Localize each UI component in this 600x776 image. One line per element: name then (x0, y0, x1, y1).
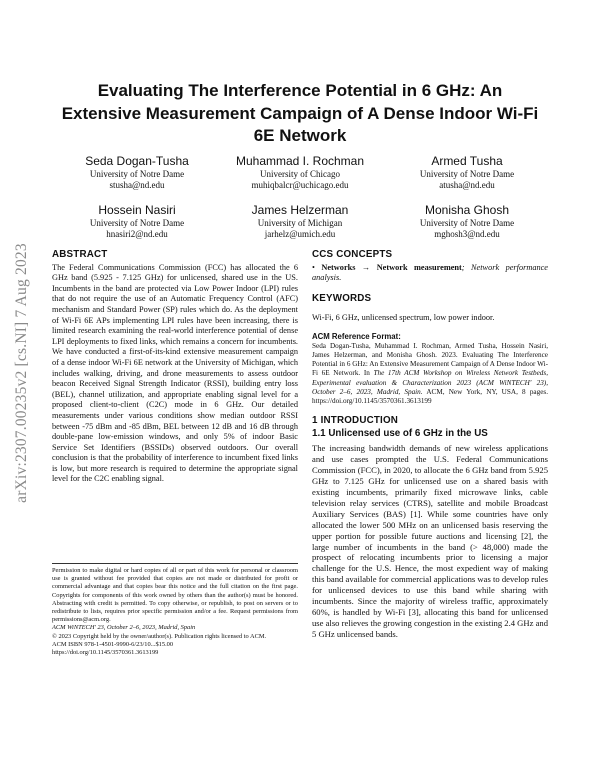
permission-footnote (52, 563, 298, 657)
author-email[interactable]: jarhelz@umich.edu (264, 229, 336, 239)
author-email[interactable]: hnasiri2@nd.edu (106, 229, 168, 239)
author-name: Monisha Ghosh (424, 203, 510, 217)
author-affiliation: University of Notre Dame (89, 218, 185, 228)
author-affiliation: University of Michigan (257, 218, 343, 228)
author-affiliation: University of Notre Dame (419, 218, 515, 228)
venue-line: ACM WiNTECH' 23, October 2–6, 2023, Madrid, Spain (52, 624, 196, 632)
author-block (382, 203, 552, 240)
author-email[interactable]: muhiqbalcr@uchicago.edu (251, 180, 349, 190)
reference-heading: ACM Reference Format: (312, 331, 401, 341)
author-block (215, 203, 385, 240)
author-email[interactable]: stusha@nd.edu (109, 180, 165, 190)
reference-tail: ACM, New York, NY, USA, 8 pages. https://doi.org/10.1145/3570361.3613199 (312, 387, 548, 405)
author-block (52, 203, 222, 240)
author-affiliation: University of Notre Dame (419, 169, 515, 179)
ccs-text (312, 263, 548, 284)
author-block (382, 154, 552, 191)
ccs-bullet: • (312, 262, 315, 272)
author-block (215, 154, 385, 191)
reference-venue: The 17th ACM Workshop on Wireless Network Testbeds, Experimental evaluation & Characterization 2023 (ACM WiNTECH' 23), October 2–6, 2023, Madrid, Spain. (312, 369, 548, 396)
author-name: Armed Tusha (431, 154, 503, 168)
keywords (312, 294, 548, 323)
reference-plain: Seda Dogan-Tusha, Muhammad I. Rochman, Armed Tusha, Hossein Nasiri, James Helzerman, and Monisha Ghosh. 2023. Evaluating The Interference Potential in 6 GHz: An Extensive Measurement Campaign of A Dense Indoor Wi-Fi 6E Network. In (312, 341, 548, 378)
subsection-heading: 1.1 Unlicensed use of 6 GHz in the US (312, 427, 488, 439)
ccs-heading: CCS CONCEPTS (312, 249, 393, 260)
author-name: Muhammad I. Rochman (235, 154, 365, 168)
doi-link[interactable]: https://doi.org/10.1145/3570361.3613199 (52, 649, 159, 657)
abstract-text: The Federal Communications Commission (FCC) has allocated the 6 GHz band (5.925 - 7.125 GHz) for unlicensed, shared use in the US. Incumbents in the band are protected via Low Power Indoor (LPI) rules that do not require the use of an Automatic Frequency Control (AFC) mechanism and Standard Power (SP) rules which do. As the deployment of Wi-Fi 6E APs implementing LPI rules have been increasing, there is limited research examining the real-world interference potential of dense LPI deployments to fixed links, which remains a concern for incumbents. We have conducted a first-of-its-kind extensive measurement campaign of a dense indoor Wi-Fi 6E network at the University of Michigan, which includes walking, driving, and drone measurements to assess outdoor beacon Received Signal Strength Indicator (RSSI), building entry loss (BEL), channel utilization, and appropriate enabling signal level for a proposed client-to-client (C2C) mode in 6 GHz. Our detailed measurements under various conditions show median outdoor RSSI between -75 dBm and -85 dBm, BEL between 12 dB and 16 dB through double-pane low-emission windows, and only 5% of indoor Basic Service Set Identifiers (BSSIDs) observed outdoors. Our overall conclusion is that the probability of interference to incumbent fixed links is low, but more research is required to determine the appropriate signal level for the C2C enabling signal. (52, 262, 298, 484)
ccs-concepts (312, 250, 548, 284)
author-affiliation: University of Notre Dame (89, 169, 185, 179)
introduction-text: The increasing bandwidth demands of new wireless applications and use cases prompted the U.S. Federal Communications Commission (FCC), in 2020, to allocate the 6 GHz band from 5.925 GHz to 7.125 GHz for unlicensed use on a shared basis with existing incumbents, primarily fixed microwave links, cable television relay services (CTRS), satellite and mobile Broadcast Auxiliary Services (BAS) [1]. While some countries have only allocated the lower 500 MHz on an unlicensed basis reserving the upper portion for possible future auctions and licensing [2], the large number of incumbents in the band (> 48,000) made the prospect of relocating incumbents prior to licensing a major challenge for the U.S. Hence, the most expedient way of making this band available for commercial applications was to develop rules for unlicensed devices to use this band while sharing with incumbents. Since the majority of wireless traffic, approximately 60%, is handled by Wi-Fi [3], allocating this band for unlicensed use also relieves the growing congestion in the existing 2.4 GHz and 5 GHz unlicensed bands. (312, 443, 548, 639)
author-name: Hossein Nasiri (98, 203, 176, 217)
arxiv-stamp (12, 213, 32, 533)
ccs-bold: Networks → Network measurement (321, 262, 462, 272)
abstract-heading: ABSTRACT (52, 249, 108, 260)
acm-reference (312, 332, 548, 407)
author-name: James Helzerman (251, 203, 349, 217)
author-email[interactable]: mghosh3@nd.edu (434, 229, 500, 239)
introduction-heading: 1 INTRODUCTION (312, 415, 399, 427)
author-email[interactable]: atusha@nd.edu (439, 180, 495, 190)
keywords-heading: KEYWORDS (312, 292, 372, 304)
left-column (52, 250, 298, 485)
copyright-line: © 2023 Copyright held by the owner/author(s). Publication rights licensed to ACM. (52, 632, 267, 640)
keywords-text: Wi-Fi, 6 GHz, unlicensed spectrum, low power indoor. (312, 312, 495, 322)
permission-text: Permission to make digital or hard copies of all or part of this work for personal or classroom use is granted without fee provided that copies are not made or distributed for profit or commercial advantage and that copies bear this notice and the full citation on the first page. Copyrights for components of this work owned by others than the author(s) must be honored. Abstracting with credit is permitted. To copy otherwise, or republish, to post on servers or to redistribute to lists, requires prior specific permission and/or a fee. Request permissions from permissions@acm.org. (52, 567, 298, 624)
author-block (52, 154, 222, 191)
right-column (312, 250, 548, 640)
paper-title: Evaluating The Interference Potential in 6 GHz: An Extensive Measurement Campaign of A Dense Indoor Wi-Fi 6E Network (61, 81, 539, 145)
isbn-line: ACM ISBN 978-1-4501-9990-6/23/10...$15.00 (52, 640, 174, 648)
author-affiliation: University of Chicago (260, 169, 340, 179)
author-name: Seda Dogan-Tusha (85, 154, 189, 168)
reference-text (312, 342, 548, 406)
arxiv-identifier: arXiv:2307.00235v2 [cs.NI] 7 Aug 2023 (13, 243, 30, 503)
ccs-rest: ; Network performance analysis. (312, 262, 548, 283)
